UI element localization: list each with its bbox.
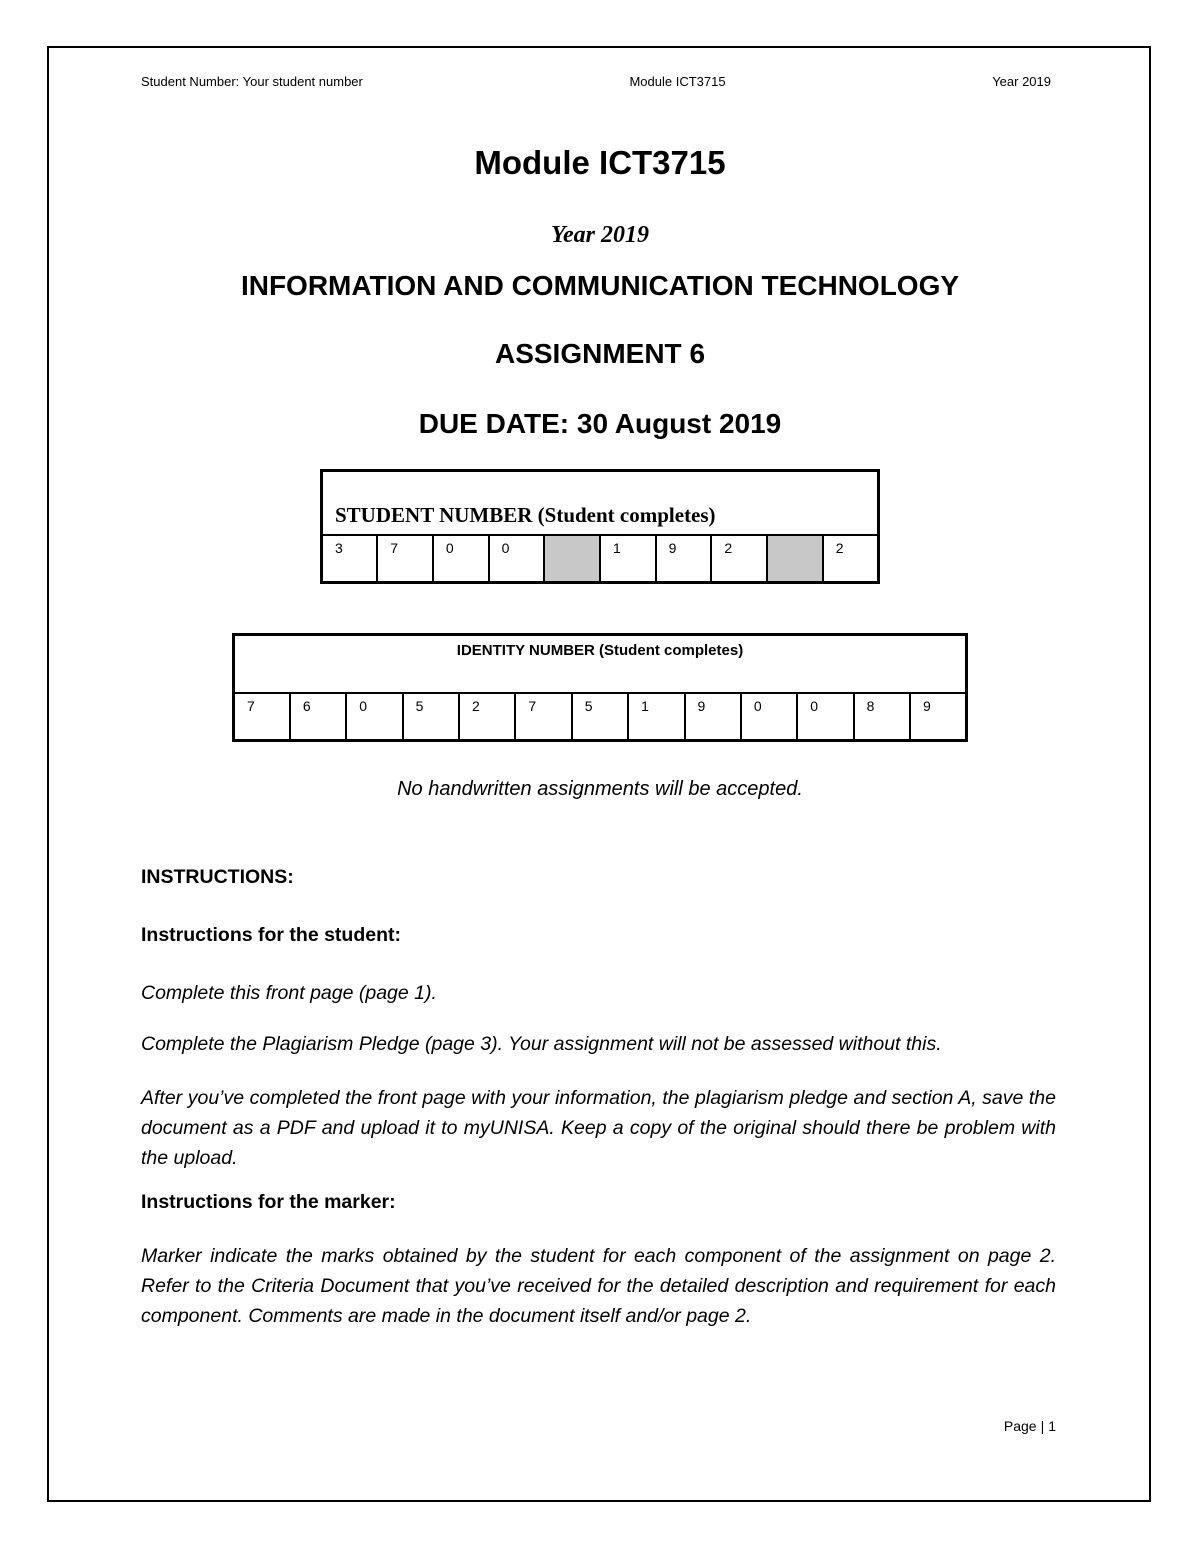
student-digit-cell[interactable]: 1 [600, 535, 656, 583]
footer-separator: | [1040, 1418, 1045, 1434]
identity-digit-cell[interactable]: 7 [515, 693, 571, 741]
student-digit-cell-shaded [544, 535, 600, 583]
identity-digit-cell[interactable]: 0 [741, 693, 797, 741]
year-title: Year 2019 [551, 222, 649, 248]
header-student-number: Student Number: Your student number [141, 74, 363, 89]
identity-digit-cell[interactable]: 9 [910, 693, 967, 741]
assignment-title: ASSIGNMENT 6 [494, 338, 706, 369]
identity-digit-cell[interactable]: 5 [403, 693, 459, 741]
footer-page-label: Page [1003, 1418, 1037, 1434]
student-digit-cell[interactable]: 2 [711, 535, 767, 583]
footer-page-number: 1 [1048, 1418, 1056, 1434]
student-instructions-heading: Instructions for the student: [141, 924, 401, 946]
due-date: DUE DATE: 30 August 2019 [418, 408, 782, 439]
student-number-table [320, 469, 880, 584]
header-module: Module ICT3715 [629, 74, 726, 89]
marker-instructions-heading: Instructions for the marker: [141, 1191, 396, 1213]
identity-digit-cell[interactable]: 9 [685, 693, 741, 741]
identity-digit-cell[interactable]: 8 [854, 693, 910, 741]
student-digit-cell[interactable]: 0 [433, 535, 489, 583]
running-header [141, 74, 1051, 89]
identity-digit-cell[interactable]: 2 [459, 693, 515, 741]
instructions-heading: INSTRUCTIONS: [141, 866, 294, 888]
marker-instruction-paragraph: Marker indicate the marks obtained by the student for each component of the assignment on page 2. Refer to the Criteria Document that you’ve received for the detailed description and requirement for each component. Comments are made in the document itself and/or page 2. [141, 1245, 1056, 1327]
student-digit-cell[interactable]: 2 [823, 535, 879, 583]
student-digit-cell[interactable]: 7 [377, 535, 433, 583]
identity-digit-cell[interactable]: 0 [797, 693, 853, 741]
identity-digit-cell[interactable]: 0 [346, 693, 402, 741]
student-instruction-paragraph: Complete the Plagiarism Pledge (page 3). Your assignment will not be assessed without this. [141, 1033, 942, 1055]
identity-digit-cell[interactable]: 1 [628, 693, 684, 741]
handwritten-note: No handwritten assignments will be accepted. [397, 778, 803, 800]
page-footer [1004, 1418, 1056, 1434]
student-number-label: STUDENT NUMBER (Student completes) [322, 471, 879, 535]
student-digit-cell[interactable]: 3 [322, 535, 378, 583]
student-digit-cell-shaded [767, 535, 823, 583]
student-digit-cell[interactable]: 9 [656, 535, 712, 583]
identity-number-label: IDENTITY NUMBER (Student completes) [234, 635, 967, 693]
student-instruction-paragraph: Complete this front page (page 1). [141, 982, 437, 1004]
identity-number-table [232, 633, 968, 742]
student-instruction-paragraph: After you’ve completed the front page with your information, the plagiarism pledge and section A, save the document as a PDF and upload it to myUNISA. Keep a copy of the original should there be problem with the upload. [141, 1087, 1056, 1169]
student-digit-cell[interactable]: 0 [489, 535, 545, 583]
identity-digit-cell[interactable]: 5 [572, 693, 628, 741]
identity-digit-cell[interactable]: 6 [290, 693, 346, 741]
identity-digit-cell[interactable]: 7 [234, 693, 290, 741]
header-year: Year 2019 [992, 74, 1051, 89]
module-title: Module ICT3715 [474, 144, 726, 181]
program-title: INFORMATION AND COMMUNICATION TECHNOLOGY [240, 270, 960, 301]
